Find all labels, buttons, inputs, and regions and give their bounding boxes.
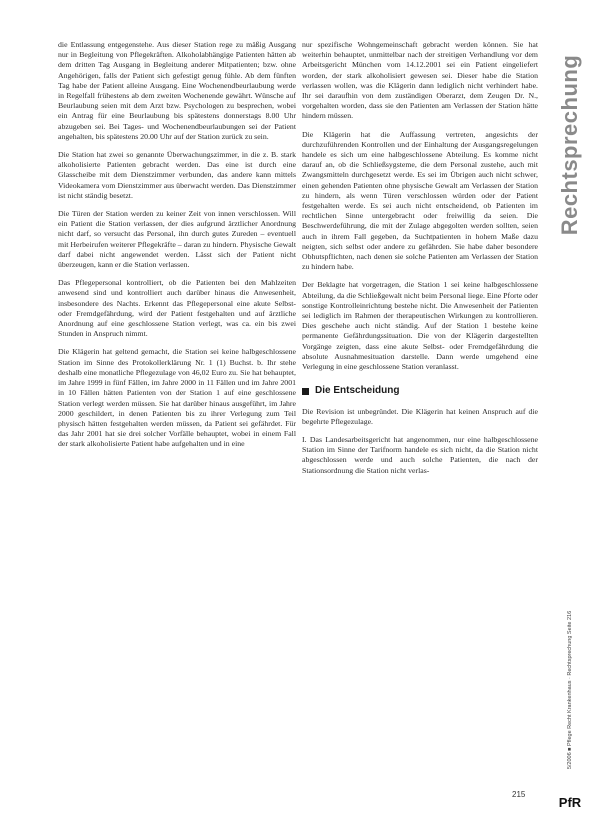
paragraph: Die Türen der Station werden zu keiner Zeit von innen verschlossen. Will ein Patient die Station verlassen, der dies aufgrund ärztlicher Anordnung nicht darf, so versucht das Personal, ihn durch gutes Zureden – eventuell mit Herbeirufen weiterer Pflegekräfte – daran zu hindern. Physische Gewalt darf dabei nicht angewendet werden. Lässt sich der Patient nicht überzeugen, kann er die Station verlassen. [58,209,296,270]
section-heading [302,386,538,396]
right-column [302,40,538,484]
paragraph: die Entlassung entgegenstehe. Aus dieser Station rege zu mäßig Ausgang nur in Begleitung von Pflegekräften. Alkoholabhängige Patienten hätten ab dem dritten Tag Ausgang in Begleitung anderer Mitpatienten; bzw. ohne Angehörigen, falls der Patient sich gefestigt genug fühle. Ab dem fünften Tag habe der Patient alleine Ausgang. Eine Wochenendbeurlaubung werde in Regelfall frühestens ab dem zweiten Wochenende gewährt. Wünsche auf Beurlaubung seien mit dem Arzt bzw. Psychologen zu besprechen, wobei ein Antrag für eine Beurlaubung bis spätestens donnerstags 8.00 Uhr abzugeben sei. Bei Tages- und Wochenendbeurlaubungen sei der Patient angehalten, bis spätestens 20.00 Uhr auf der Station zurück zu sein. [58,40,296,141]
bullet-square-icon [302,388,309,395]
paragraph: Der Beklagte hat vorgetragen, die Station 1 sei keine halbgeschlossene Abteilung, da die Schließgewalt nicht beim Personal liege. Eine Pforte oder sonstige Kontrolleinrichtung bestehe nicht. Die Anwesenheit der Patienten sei lediglich im Rahmen der therapeutischen Wirkungen zu kontrollieren. Dies geschehe auch nicht ständig. Auf der Station 1 bestehe keine permanente Gefährdungssituation. Die von der Klägerin dargestellten Vorgänge zeigten, dass eine akute Selbst- oder Fremdgefährdung die absolute Ausnahmesituation darstelle. Dann werde umgehend eine Verlegung in eine geschlossene Station veranlasst. [302,280,539,372]
journal-logo: PfR [558,794,582,810]
paragraph: Die Revision ist unbegründet. Die Klägerin hat keinen Anspruch auf die begehrte Pflegezulage. [302,406,538,426]
paragraph: I. Das Landesarbeitsgericht hat angenommen, nur eine halbgeschlossene Station im Sinne der Tarifnorm handele es sich nicht, da die Station nicht abgeschlossen werde und auch solche Patienten, die nach der Stationsordnung die Station nicht verlas- [302,434,538,475]
left-column [58,40,296,458]
paragraph: Das Pflegepersonal kontrolliert, ob die Patienten bei den Mahlzeiten anwesend sind und kontrolliert auch darüber hinaus die Anwesenheit, insbesondere des Nachts. Erkennt das Pflegepersonal eine akute Selbst- oder Fremdgefährdung, wird der Patient festgehalten und auf ärztliche Anordnung auf eine geschlossene Station verlegt, was ca. ein bis zwei Stunden in Anspruch nimmt. [58,278,296,339]
section-heading-text: Die Entscheidung [315,385,400,397]
paragraph: nur spezifische Wohngemeinschaft gebracht werden können. Sie hat weiterhin behauptet, unmittelbar nach der streitigen Verhandlung vor dem Arbeitsgericht München vom 14.12.2001 sei ein Patient eingeliefert worden, der stark alkoholisiert gewesen sei. Dieser habe die Station verlassen wollen, was die Klägerin dann lediglich nicht verhindert habe. Ihr sei daraufhin von dem zuständigen Oberarzt, dem Zeugen Dr. N., vorgehalten worden, dass sie den Patienten am Verlassen der Station hätte hindern müssen. [302,40,538,121]
page-number: 215 [512,790,526,799]
paragraph: Die Station hat zwei so genannte Überwachungszimmer, in die z. B. stark alkoholisierte Patienten gebracht werden. Das eine ist durch eine Glasscheibe mit dem Dienstzimmer verbunden, das andere kann mittels Videokamera vom Dienstzimmer aus überwacht werden. Das Dienstzimmer ist nicht ständig besetzt. [58,150,296,200]
side-meta-text: 5/2006 ■ Pflege Recht Krankenhaus · Rechtsprechung Seite 216 [567,610,573,770]
section-side-title [550,30,590,260]
journal-side-meta [560,590,580,790]
side-title-text: Rechtsprechung [557,54,582,236]
paragraph: Die Klägerin hat die Auffassung vertreten, angesichts der durchzuführenden Kontrollen und der Einhaltung der Ausgangsregelungen handele es sich um eine halbgeschlossene Abteilung. Es komme nicht darauf an, ob die Schließsygsteme, die dem Personal zustehe, auch mit Zwangsmitteln durchgesetzt werde. Es sei im Übrigen auch nicht schwer, einen gehenden Patienten ohne physische Gewalt am Verlassen der Station zu hindern, als wenn Türen verschlossen würden oder der Patient festgehalten werde. Es sei auch nicht entscheidend, ob Patienten im rechtlichen Sinne untergebracht oder freiwillig da seien. Die Beschwerdeführung, die mit der Zulage abgegolten werden sollten, seien auch in ihrem Fall gegeben, da Suchtpatienten in hohem Maße dazu neigten, sich selbst oder andere zu gefährden. Sie habe daher besondere Obhutspflichten, nach denen sie solche Patienten am Verlassen der Station zu hindern habe. [302,129,538,272]
paragraph: Die Klägerin hat geltend gemacht, die Station sei keine halbgeschlossene Station im Sinne des Protokollerklärung Nr. 1 (1) Buchst. b. Ihr stehe deshalb eine monatliche Pflegezulage von 46,02 Euro zu. Sie hat behauptet, im Jahre 1999 in fünf Fällen, im Jahre 2000 in 11 Fällen und im Jahre 2001 in 10 Fällen hätten Patienten von der Station 1 auf eine geschlossene Station verlegt werden müssen. Sie hat darüber hinaus ausgeführt, im Jahre 2000 geschildert, in denen Patienten bis zu ihrer Verlegung zum Teil physisch hätten festgehalten werden müssen, da Patient sei gefährdet. Für das Jahr 2001 hat sie drei solcher Vorfälle behauptet, wobei in einem Fall der stark alkoholisierte Patient habe aufgehalten und in eine [58,347,296,449]
